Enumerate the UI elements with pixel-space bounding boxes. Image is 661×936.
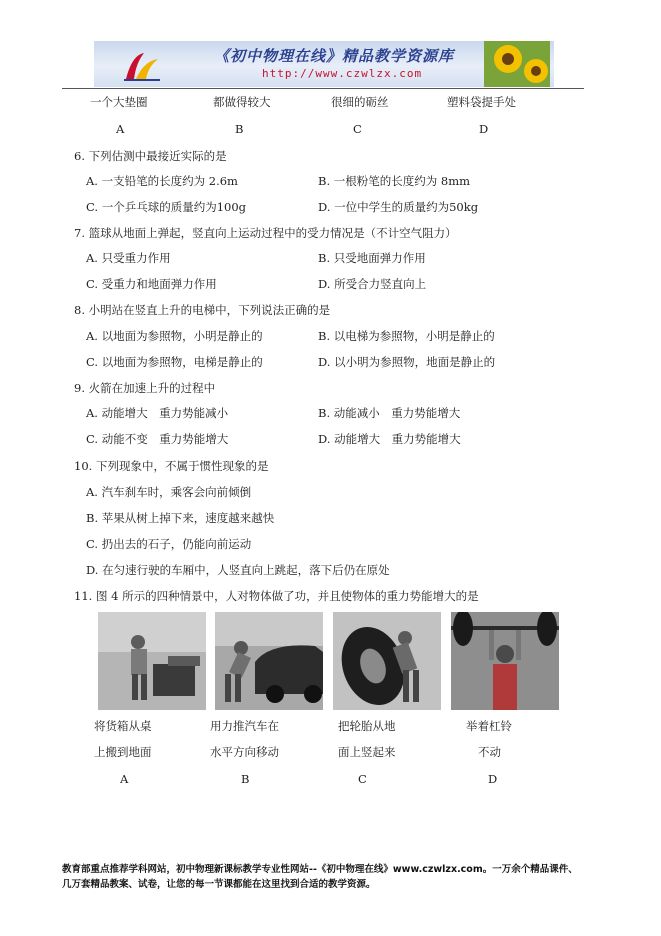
q9-option-c: C. 动能不变 重力势能增大 (86, 432, 229, 446)
site-logo-icon (122, 49, 162, 83)
q11-caption-d-line2: 不动 (478, 745, 501, 759)
q7-option-c: C. 受重力和地面弹力作用 (86, 277, 217, 291)
q6-option-a: A. 一支铅笔的长度约为 2.6m (86, 174, 238, 188)
q6-stem: 6. 下列估测中最接近实际的是 (74, 149, 227, 163)
q5-letter-d: D (479, 122, 489, 136)
q7-option-b: B. 只受地面弹力作用 (318, 251, 426, 265)
footer-line-1: 教育部重点推荐学科网站，初中物理新课标教学专业性网站--《初中物理在线》www.czwlzx.com。一万余个精品课件、 (62, 864, 578, 875)
q10-option-b: B. 苹果从树上掉下来，速度越来越快 (86, 511, 275, 525)
q11-caption-a-line2: 上搬到地面 (94, 745, 152, 759)
header-divider (62, 88, 584, 89)
site-url[interactable]: http://www.czwlzx.com (262, 67, 423, 80)
q8-option-d: D. 以小明为参照物，地面是静止的 (318, 355, 496, 369)
footer (62, 862, 602, 892)
sunflower-icon (484, 41, 550, 87)
q5-option-c-text: 很细的砺丝 (331, 95, 389, 109)
q11-letter-d: D (488, 772, 498, 786)
q5-option-a-text: 一个大垫圈 (90, 95, 148, 109)
q9-stem: 9. 火箭在加速上升的过程中 (74, 381, 216, 395)
footer-line-2: 几万套精品教案、试卷，让您的每一节课都能在这里找到合适的教学资源。 (62, 879, 376, 890)
q11-caption-c-line1: 把轮胎从地 (338, 719, 396, 733)
q6-option-b: B. 一根粉笔的长度约为 8mm (318, 174, 471, 188)
q8-option-a: A. 以地面为参照物，小明是静止的 (86, 329, 263, 343)
q10-stem: 10. 下列现象中，不属于惯性现象的是 (74, 459, 269, 473)
q11-caption-b-line2: 水平方向移动 (210, 745, 279, 759)
photo-d-holding-barbell (451, 612, 559, 710)
q5-letter-b: B (235, 122, 244, 136)
photo-c-tire-flip (333, 612, 441, 710)
q9-option-a: A. 动能增大 重力势能减小 (86, 406, 229, 420)
q9-option-b: B. 动能减小 重力势能增大 (318, 406, 461, 420)
q8-option-b: B. 以电梯为参照物，小明是静止的 (318, 329, 495, 343)
q6-option-d: D. 一位中学生的质量约为50kg (318, 200, 479, 214)
photo-b-pushing-car (215, 612, 323, 710)
q7-option-a: A. 只受重力作用 (86, 251, 171, 265)
q11-letter-a: A (120, 772, 129, 786)
q8-stem: 8. 小明站在竖直上升的电梯中，下列说法正确的是 (74, 303, 331, 317)
q9-option-d: D. 动能增大 重力势能增大 (318, 432, 461, 446)
photo-a-moving-box (98, 612, 206, 710)
q5-letter-a: A (116, 122, 125, 136)
header-banner (94, 41, 554, 87)
q11-stem: 11. 图 4 所示的四种情景中，人对物体做了功，并且使物体的重力势能增大的是 (74, 589, 479, 603)
q7-option-d: D. 所受合力竖直向上 (318, 277, 427, 291)
q5-option-d-text: 塑料袋提手处 (447, 95, 516, 109)
q11-caption-d-line1: 举着杠铃 (466, 719, 512, 733)
q11-caption-c-line2: 面上竖起来 (338, 745, 396, 759)
q11-letter-c: C (358, 772, 367, 786)
q10-option-a: A. 汽车刹车时，乘客会向前倾倒 (86, 485, 252, 499)
q11-caption-a-line1: 将货箱从桌 (94, 719, 152, 733)
q11-caption-b-line1: 用力推汽车在 (210, 719, 279, 733)
q5-letter-c: C (353, 122, 362, 136)
q7-stem: 7. 篮球从地面上弹起，竖直向上运动过程中的受力情况是（不计空气阻力） (74, 226, 457, 240)
q11-letter-b: B (241, 772, 250, 786)
q8-option-c: C. 以地面为参照物，电梯是静止的 (86, 355, 263, 369)
q5-option-b-text: 都做得较大 (213, 95, 271, 109)
q10-option-d: D. 在匀速行驶的车厢中，人竖直向上跳起，落下后仍在原处 (86, 563, 390, 577)
q10-option-c: C. 扔出去的石子，仍能向前运动 (86, 537, 252, 551)
q6-option-c: C. 一个乒乓球的质量约为100g (86, 200, 247, 214)
site-title: 《初中物理在线》精品教学资源库 (214, 47, 455, 65)
